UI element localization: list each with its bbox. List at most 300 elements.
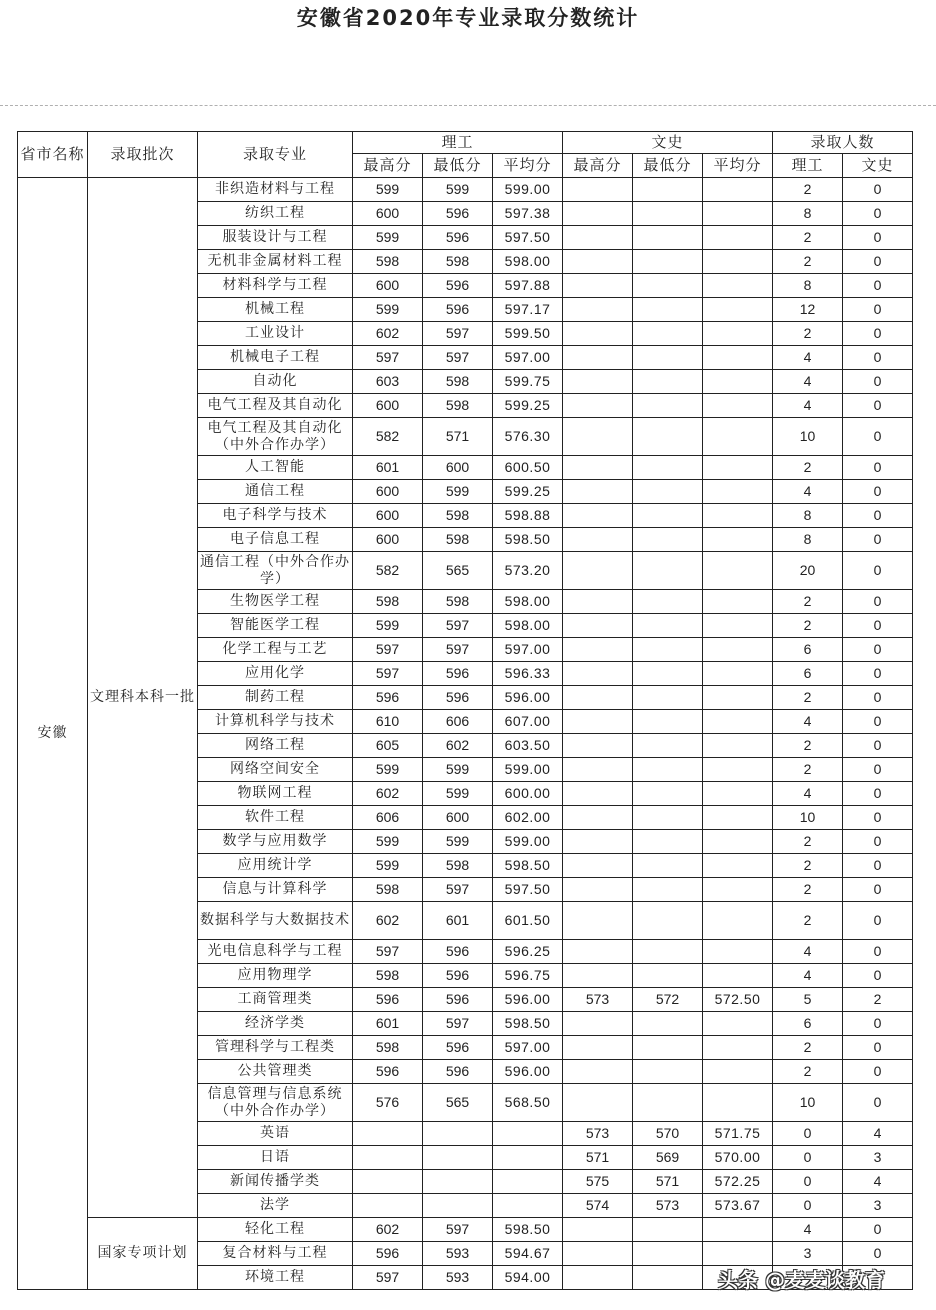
science-max-cell: 596 xyxy=(353,686,423,710)
arts-min-cell xyxy=(633,782,703,806)
arts-max-cell xyxy=(563,394,633,418)
major-cell: 新闻传播学类 xyxy=(198,1170,353,1194)
science-max-cell: 599 xyxy=(353,178,423,202)
enroll-science-cell: 0 xyxy=(773,1146,843,1170)
science-min-cell: 600 xyxy=(423,806,493,830)
arts-min-cell xyxy=(633,638,703,662)
arts-avg-cell xyxy=(703,662,773,686)
science-max-cell: 610 xyxy=(353,710,423,734)
arts-max-cell xyxy=(563,782,633,806)
major-cell: 服装设计与工程 xyxy=(198,226,353,250)
science-min-cell: 565 xyxy=(423,552,493,590)
science-max-cell: 602 xyxy=(353,1218,423,1242)
arts-min-cell: 570 xyxy=(633,1122,703,1146)
major-cell: 管理科学与工程类 xyxy=(198,1036,353,1060)
science-min-cell: 596 xyxy=(423,988,493,1012)
science-min-cell: 596 xyxy=(423,226,493,250)
arts-max-cell: 574 xyxy=(563,1194,633,1218)
enroll-arts-cell: 0 xyxy=(843,940,913,964)
enroll-arts-cell: 0 xyxy=(843,1036,913,1060)
science-avg-cell: 594.67 xyxy=(493,1242,563,1266)
enroll-science-cell: 2 xyxy=(773,758,843,782)
science-avg-cell: 598.50 xyxy=(493,854,563,878)
arts-avg-cell xyxy=(703,552,773,590)
arts-max-cell xyxy=(563,178,633,202)
science-avg-cell: 596.75 xyxy=(493,964,563,988)
arts-avg-cell xyxy=(703,1060,773,1084)
arts-avg-cell xyxy=(703,878,773,902)
science-min-cell xyxy=(423,1122,493,1146)
arts-avg-cell xyxy=(703,418,773,456)
science-max-cell: 600 xyxy=(353,394,423,418)
science-max-cell xyxy=(353,1194,423,1218)
arts-min-cell xyxy=(633,552,703,590)
science-max-cell: 605 xyxy=(353,734,423,758)
science-avg-cell: 600.50 xyxy=(493,456,563,480)
arts-avg-cell xyxy=(703,1036,773,1060)
science-avg-cell: 597.00 xyxy=(493,346,563,370)
table-row xyxy=(18,1218,913,1242)
arts-max-cell xyxy=(563,298,633,322)
enroll-arts-cell: 0 xyxy=(843,964,913,988)
arts-avg-cell xyxy=(703,504,773,528)
major-cell: 数学与应用数学 xyxy=(198,830,353,854)
science-min-cell: 596 xyxy=(423,1060,493,1084)
major-cell: 数据科学与大数据技术 xyxy=(198,902,353,940)
arts-avg-cell xyxy=(703,854,773,878)
major-cell: 计算机科学与技术 xyxy=(198,710,353,734)
enroll-science-cell: 2 xyxy=(773,226,843,250)
major-cell: 英语 xyxy=(198,1122,353,1146)
col-group-enrollment: 录取人数 xyxy=(773,132,913,154)
enroll-arts-cell: 0 xyxy=(843,830,913,854)
science-avg-cell: 599.00 xyxy=(493,758,563,782)
arts-max-cell xyxy=(563,830,633,854)
enroll-arts-cell: 0 xyxy=(843,662,913,686)
major-cell: 环境工程 xyxy=(198,1266,353,1290)
science-avg-cell: 597.17 xyxy=(493,298,563,322)
science-min-cell: 598 xyxy=(423,504,493,528)
science-min-cell xyxy=(423,1194,493,1218)
arts-max-cell xyxy=(563,1036,633,1060)
science-max-cell: 599 xyxy=(353,830,423,854)
enroll-arts-cell: 0 xyxy=(843,782,913,806)
arts-min-cell xyxy=(633,298,703,322)
enroll-science-cell: 6 xyxy=(773,1012,843,1036)
science-min-cell: 597 xyxy=(423,1218,493,1242)
col-group-science: 理工 xyxy=(353,132,563,154)
science-min-cell: 597 xyxy=(423,322,493,346)
enroll-science-cell: 2 xyxy=(773,590,843,614)
science-min-cell: 596 xyxy=(423,1036,493,1060)
arts-max-cell xyxy=(563,250,633,274)
science-avg-cell: 596.25 xyxy=(493,940,563,964)
science-min-cell: 599 xyxy=(423,830,493,854)
arts-min-cell: 571 xyxy=(633,1170,703,1194)
arts-avg-cell xyxy=(703,370,773,394)
science-min-cell: 599 xyxy=(423,782,493,806)
enroll-science-cell: 2 xyxy=(773,1036,843,1060)
science-max-cell: 599 xyxy=(353,226,423,250)
col-header-arts-max: 最高分 xyxy=(563,154,633,178)
enroll-science-cell: 0 xyxy=(773,1194,843,1218)
major-cell: 制药工程 xyxy=(198,686,353,710)
arts-max-cell xyxy=(563,1242,633,1266)
enroll-science-cell: 2 xyxy=(773,614,843,638)
science-max-cell: 600 xyxy=(353,202,423,226)
science-avg-cell: 598.50 xyxy=(493,1218,563,1242)
enroll-arts-cell: 0 xyxy=(843,394,913,418)
arts-min-cell xyxy=(633,370,703,394)
enroll-science-cell: 4 xyxy=(773,782,843,806)
arts-avg-cell xyxy=(703,1242,773,1266)
science-max-cell: 600 xyxy=(353,504,423,528)
arts-avg-cell xyxy=(703,456,773,480)
enroll-arts-cell: 0 xyxy=(843,734,913,758)
arts-max-cell xyxy=(563,528,633,552)
table-row xyxy=(18,178,913,202)
arts-avg-cell xyxy=(703,940,773,964)
arts-min-cell xyxy=(633,806,703,830)
science-min-cell: 597 xyxy=(423,1012,493,1036)
arts-avg-cell xyxy=(703,710,773,734)
science-avg-cell: 599.00 xyxy=(493,830,563,854)
science-avg-cell xyxy=(493,1170,563,1194)
arts-avg-cell xyxy=(703,346,773,370)
arts-avg-cell xyxy=(703,782,773,806)
science-max-cell: 597 xyxy=(353,662,423,686)
arts-max-cell xyxy=(563,1218,633,1242)
major-cell: 无机非金属材料工程 xyxy=(198,250,353,274)
enroll-arts-cell: 0 xyxy=(843,710,913,734)
batch-cell: 文理科本科一批 xyxy=(88,178,198,1218)
science-max-cell: 576 xyxy=(353,1084,423,1122)
major-cell: 工业设计 xyxy=(198,322,353,346)
science-max-cell: 599 xyxy=(353,758,423,782)
enroll-science-cell: 4 xyxy=(773,394,843,418)
science-min-cell: 593 xyxy=(423,1242,493,1266)
science-avg-cell: 568.50 xyxy=(493,1084,563,1122)
arts-max-cell xyxy=(563,1060,633,1084)
arts-max-cell xyxy=(563,1084,633,1122)
enroll-science-cell: 6 xyxy=(773,638,843,662)
enroll-arts-cell: 0 xyxy=(843,1218,913,1242)
science-min-cell: 565 xyxy=(423,1084,493,1122)
arts-max-cell xyxy=(563,638,633,662)
major-cell: 日语 xyxy=(198,1146,353,1170)
major-cell: 公共管理类 xyxy=(198,1060,353,1084)
arts-min-cell xyxy=(633,1012,703,1036)
arts-min-cell xyxy=(633,504,703,528)
major-cell: 机械工程 xyxy=(198,298,353,322)
enroll-arts-cell: 0 xyxy=(843,758,913,782)
arts-max-cell xyxy=(563,758,633,782)
enroll-arts-cell: 0 xyxy=(843,1012,913,1036)
enroll-science-cell: 10 xyxy=(773,418,843,456)
arts-min-cell xyxy=(633,734,703,758)
major-cell: 物联网工程 xyxy=(198,782,353,806)
enroll-arts-cell: 4 xyxy=(843,1122,913,1146)
arts-avg-cell: 573.67 xyxy=(703,1194,773,1218)
arts-max-cell xyxy=(563,734,633,758)
science-avg-cell: 596.00 xyxy=(493,686,563,710)
major-cell: 机械电子工程 xyxy=(198,346,353,370)
arts-min-cell xyxy=(633,178,703,202)
enroll-arts-cell: 0 xyxy=(843,854,913,878)
science-avg-cell: 597.88 xyxy=(493,274,563,298)
science-avg-cell: 599.75 xyxy=(493,370,563,394)
enroll-science-cell: 2 xyxy=(773,322,843,346)
arts-min-cell xyxy=(633,878,703,902)
science-avg-cell: 599.00 xyxy=(493,178,563,202)
enroll-arts-cell: 0 xyxy=(843,638,913,662)
col-header-science-min: 最低分 xyxy=(423,154,493,178)
enroll-science-cell: 8 xyxy=(773,528,843,552)
science-avg-cell: 597.38 xyxy=(493,202,563,226)
science-avg-cell: 576.30 xyxy=(493,418,563,456)
enroll-arts-cell: 0 xyxy=(843,226,913,250)
science-max-cell: 603 xyxy=(353,370,423,394)
enroll-arts-cell: 0 xyxy=(843,322,913,346)
enroll-science-cell: 2 xyxy=(773,830,843,854)
arts-avg-cell xyxy=(703,830,773,854)
science-min-cell: 601 xyxy=(423,902,493,940)
enroll-arts-cell: 0 xyxy=(843,686,913,710)
enroll-science-cell: 6 xyxy=(773,662,843,686)
science-min-cell: 596 xyxy=(423,662,493,686)
science-min-cell: 597 xyxy=(423,614,493,638)
col-header-batch: 录取批次 xyxy=(88,132,198,178)
enroll-arts-cell: 4 xyxy=(843,1170,913,1194)
science-max-cell: 598 xyxy=(353,1036,423,1060)
major-cell: 非织造材料与工程 xyxy=(198,178,353,202)
enroll-arts-cell: 0 xyxy=(843,178,913,202)
science-min-cell: 596 xyxy=(423,202,493,226)
major-cell: 应用物理学 xyxy=(198,964,353,988)
arts-avg-cell xyxy=(703,614,773,638)
arts-max-cell xyxy=(563,346,633,370)
province-cell: 安徽 xyxy=(18,178,88,1290)
enroll-arts-cell: 2 xyxy=(843,988,913,1012)
enroll-science-cell: 0 xyxy=(773,1170,843,1194)
arts-min-cell xyxy=(633,758,703,782)
science-min-cell: 599 xyxy=(423,758,493,782)
arts-max-cell: 575 xyxy=(563,1170,633,1194)
arts-min-cell xyxy=(633,274,703,298)
science-avg-cell: 598.00 xyxy=(493,250,563,274)
arts-max-cell: 573 xyxy=(563,988,633,1012)
science-max-cell xyxy=(353,1170,423,1194)
major-cell: 网络工程 xyxy=(198,734,353,758)
major-cell: 人工智能 xyxy=(198,456,353,480)
science-avg-cell: 607.00 xyxy=(493,710,563,734)
admission-score-table xyxy=(17,131,913,1290)
arts-avg-cell: 572.25 xyxy=(703,1170,773,1194)
science-avg-cell: 598.50 xyxy=(493,528,563,552)
arts-max-cell xyxy=(563,504,633,528)
science-max-cell: 598 xyxy=(353,590,423,614)
major-cell: 通信工程（中外合作办学） xyxy=(198,552,353,590)
science-min-cell: 597 xyxy=(423,878,493,902)
arts-avg-cell: 572.50 xyxy=(703,988,773,1012)
science-min-cell xyxy=(423,1170,493,1194)
arts-min-cell xyxy=(633,456,703,480)
header-row-group xyxy=(18,132,913,154)
arts-avg-cell xyxy=(703,1012,773,1036)
col-header-enroll-science: 理工 xyxy=(773,154,843,178)
batch-cell: 国家专项计划 xyxy=(88,1218,198,1290)
science-avg-cell: 597.00 xyxy=(493,638,563,662)
enroll-science-cell: 12 xyxy=(773,298,843,322)
science-avg-cell: 598.00 xyxy=(493,614,563,638)
arts-max-cell xyxy=(563,418,633,456)
enroll-science-cell: 4 xyxy=(773,1218,843,1242)
enroll-arts-cell: 0 xyxy=(843,590,913,614)
science-max-cell: 600 xyxy=(353,480,423,504)
science-max-cell: 606 xyxy=(353,806,423,830)
arts-min-cell: 572 xyxy=(633,988,703,1012)
enroll-science-cell: 8 xyxy=(773,504,843,528)
science-max-cell: 598 xyxy=(353,878,423,902)
science-max-cell: 596 xyxy=(353,988,423,1012)
arts-avg-cell xyxy=(703,806,773,830)
arts-min-cell xyxy=(633,1218,703,1242)
arts-min-cell xyxy=(633,250,703,274)
arts-avg-cell xyxy=(703,322,773,346)
arts-avg-cell xyxy=(703,298,773,322)
arts-max-cell xyxy=(563,552,633,590)
arts-min-cell xyxy=(633,528,703,552)
enroll-arts-cell: 0 xyxy=(843,202,913,226)
major-cell: 光电信息科学与工程 xyxy=(198,940,353,964)
enroll-science-cell: 2 xyxy=(773,734,843,758)
science-avg-cell: 597.50 xyxy=(493,878,563,902)
major-cell: 通信工程 xyxy=(198,480,353,504)
science-min-cell: 598 xyxy=(423,528,493,552)
major-cell: 经济学类 xyxy=(198,1012,353,1036)
science-min-cell: 600 xyxy=(423,456,493,480)
arts-max-cell xyxy=(563,202,633,226)
arts-max-cell xyxy=(563,590,633,614)
arts-max-cell: 571 xyxy=(563,1146,633,1170)
arts-avg-cell xyxy=(703,1084,773,1122)
science-min-cell: 599 xyxy=(423,178,493,202)
arts-avg-cell xyxy=(703,528,773,552)
science-max-cell xyxy=(353,1122,423,1146)
enroll-science-cell: 3 xyxy=(773,1242,843,1266)
enroll-science-cell: 10 xyxy=(773,1084,843,1122)
arts-min-cell xyxy=(633,940,703,964)
major-cell: 电气工程及其自动化 xyxy=(198,394,353,418)
science-min-cell: 571 xyxy=(423,418,493,456)
enroll-arts-cell: 0 xyxy=(843,346,913,370)
enroll-science-cell: 2 xyxy=(773,686,843,710)
science-avg-cell: 596.33 xyxy=(493,662,563,686)
enroll-arts-cell: 0 xyxy=(843,528,913,552)
enroll-arts-cell: 0 xyxy=(843,902,913,940)
science-avg-cell: 596.00 xyxy=(493,1060,563,1084)
science-min-cell: 596 xyxy=(423,940,493,964)
science-avg-cell: 596.00 xyxy=(493,988,563,1012)
science-max-cell: 597 xyxy=(353,638,423,662)
arts-min-cell xyxy=(633,202,703,226)
col-header-arts-min: 最低分 xyxy=(633,154,703,178)
arts-max-cell xyxy=(563,226,633,250)
arts-max-cell: 573 xyxy=(563,1122,633,1146)
enroll-science-cell: 2 xyxy=(773,902,843,940)
science-avg-cell: 600.00 xyxy=(493,782,563,806)
science-max-cell: 597 xyxy=(353,1266,423,1290)
science-max-cell: 598 xyxy=(353,964,423,988)
enroll-science-cell: 4 xyxy=(773,964,843,988)
science-min-cell: 598 xyxy=(423,854,493,878)
science-max-cell: 601 xyxy=(353,456,423,480)
major-cell: 自动化 xyxy=(198,370,353,394)
arts-avg-cell xyxy=(703,274,773,298)
arts-max-cell xyxy=(563,480,633,504)
science-avg-cell: 599.50 xyxy=(493,322,563,346)
enroll-arts-cell: 0 xyxy=(843,1242,913,1266)
arts-min-cell xyxy=(633,1266,703,1290)
col-header-arts-avg: 平均分 xyxy=(703,154,773,178)
arts-avg-cell xyxy=(703,1218,773,1242)
arts-min-cell xyxy=(633,662,703,686)
arts-min-cell: 569 xyxy=(633,1146,703,1170)
arts-max-cell xyxy=(563,940,633,964)
page-title: 安徽省2020年专业录取分数统计 xyxy=(296,6,640,30)
science-avg-cell xyxy=(493,1122,563,1146)
col-group-arts: 文史 xyxy=(563,132,773,154)
col-header-major: 录取专业 xyxy=(198,132,353,178)
arts-avg-cell xyxy=(703,226,773,250)
arts-avg-cell xyxy=(703,902,773,940)
enroll-arts-cell: 3 xyxy=(843,1146,913,1170)
major-cell: 化学工程与工艺 xyxy=(198,638,353,662)
major-cell: 电子信息工程 xyxy=(198,528,353,552)
major-cell: 软件工程 xyxy=(198,806,353,830)
major-cell: 电子科学与技术 xyxy=(198,504,353,528)
arts-max-cell xyxy=(563,902,633,940)
enroll-arts-cell: 0 xyxy=(843,274,913,298)
science-max-cell: 599 xyxy=(353,854,423,878)
science-avg-cell: 597.00 xyxy=(493,1036,563,1060)
enroll-arts-cell: 0 xyxy=(843,250,913,274)
science-avg-cell: 573.20 xyxy=(493,552,563,590)
science-avg-cell: 603.50 xyxy=(493,734,563,758)
arts-max-cell xyxy=(563,710,633,734)
major-cell: 法学 xyxy=(198,1194,353,1218)
arts-avg-cell xyxy=(703,480,773,504)
science-max-cell: 597 xyxy=(353,346,423,370)
arts-max-cell xyxy=(563,1266,633,1290)
arts-avg-cell: 570.00 xyxy=(703,1146,773,1170)
science-max-cell xyxy=(353,1146,423,1170)
arts-avg-cell xyxy=(703,178,773,202)
science-max-cell: 600 xyxy=(353,274,423,298)
science-max-cell: 596 xyxy=(353,1060,423,1084)
science-min-cell: 598 xyxy=(423,250,493,274)
enroll-arts-cell: 0 xyxy=(843,1060,913,1084)
science-avg-cell: 597.50 xyxy=(493,226,563,250)
col-header-science-avg: 平均分 xyxy=(493,154,563,178)
science-min-cell xyxy=(423,1146,493,1170)
science-avg-cell: 599.25 xyxy=(493,480,563,504)
arts-avg-cell xyxy=(703,734,773,758)
enroll-arts-cell: 0 xyxy=(843,878,913,902)
major-cell: 信息与计算科学 xyxy=(198,878,353,902)
arts-max-cell xyxy=(563,806,633,830)
science-avg-cell: 598.00 xyxy=(493,590,563,614)
